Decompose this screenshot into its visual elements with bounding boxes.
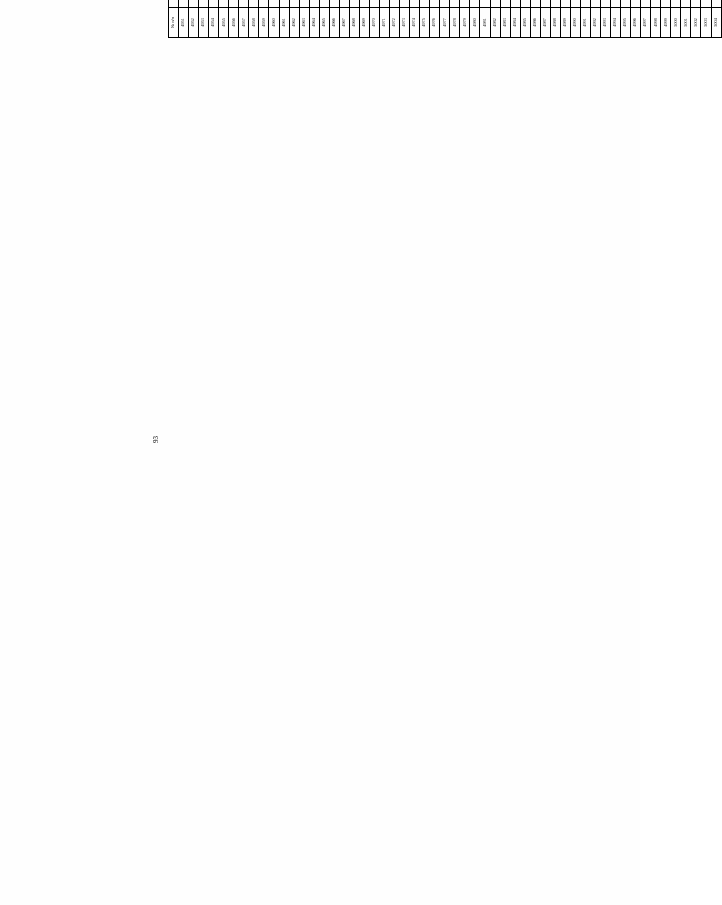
cell-region	[590, 0, 600, 8]
table-row	[550, 0, 560, 38]
cell-index: 4990	[570, 8, 580, 38]
table-row	[500, 0, 510, 38]
cell-index: 5002	[691, 8, 701, 38]
cell-region	[289, 0, 299, 8]
cell-index: 4993	[601, 8, 611, 38]
cell-index: 4977	[440, 8, 450, 38]
table-row	[480, 0, 490, 38]
cell-index: 4998	[651, 8, 661, 38]
cell-index: 5000	[671, 8, 681, 38]
cell-index: 4982	[490, 8, 500, 38]
col-index: № п/п	[169, 8, 179, 38]
cell-index: 4997	[641, 8, 651, 38]
table-row	[671, 0, 681, 38]
cell-region	[611, 0, 621, 8]
cell-index: 4984	[510, 8, 520, 38]
cell-region	[410, 0, 420, 8]
table-row	[349, 0, 359, 38]
cell-index: 4979	[460, 8, 470, 38]
cell-index: 4967	[339, 8, 349, 38]
cell-region	[711, 0, 721, 8]
table-row	[440, 0, 450, 38]
table-row	[580, 0, 590, 38]
cell-region	[249, 0, 259, 8]
cell-index: 4966	[329, 8, 339, 38]
cell-index: 5001	[681, 8, 691, 38]
cell-index: 4992	[590, 8, 600, 38]
cell-index: 4952	[189, 8, 199, 38]
table-row	[279, 0, 289, 38]
cell-region	[470, 0, 480, 8]
table-row	[269, 0, 279, 38]
cell-index: 4981	[480, 8, 490, 38]
cell-index: 4971	[379, 8, 389, 38]
table-row	[369, 0, 379, 38]
table-row	[359, 0, 369, 38]
table-row	[400, 0, 410, 38]
cell-region	[631, 0, 641, 8]
table-row	[631, 0, 641, 38]
cell-region	[379, 0, 389, 8]
cell-index: 4972	[390, 8, 400, 38]
cell-region	[259, 0, 269, 8]
table-row	[560, 0, 570, 38]
table-row	[390, 0, 400, 38]
table-row	[199, 0, 209, 38]
cell-region	[420, 0, 430, 8]
cell-index: 4986	[530, 8, 540, 38]
cell-region	[691, 0, 701, 8]
cell-region	[299, 0, 309, 8]
cell-index: 5003	[701, 8, 711, 38]
table-row	[179, 0, 189, 38]
cell-index: 4958	[249, 8, 259, 38]
cell-region	[359, 0, 369, 8]
cell-index: 4980	[470, 8, 480, 38]
cell-index: 4956	[229, 8, 239, 38]
table-row	[239, 0, 249, 38]
cell-region	[550, 0, 560, 8]
cell-index: 4959	[259, 8, 269, 38]
table-row	[410, 0, 420, 38]
table-row	[309, 0, 319, 38]
cell-index: 4951	[179, 8, 189, 38]
table-row	[681, 0, 691, 38]
table-row	[470, 0, 480, 38]
cell-region	[319, 0, 329, 8]
cell-region	[530, 0, 540, 8]
table-row	[299, 0, 309, 38]
table-row	[319, 0, 329, 38]
cell-region	[339, 0, 349, 8]
table-row	[711, 0, 721, 38]
table-row	[611, 0, 621, 38]
cell-region	[440, 0, 450, 8]
cell-region	[460, 0, 470, 8]
cell-index: 4957	[239, 8, 249, 38]
registry-table	[168, 0, 722, 38]
cell-index: 4960	[269, 8, 279, 38]
cell-region	[329, 0, 339, 8]
table-row	[259, 0, 269, 38]
cell-region	[601, 0, 611, 8]
cell-region	[400, 0, 410, 8]
table-row	[249, 0, 259, 38]
cell-region	[199, 0, 209, 8]
cell-index: 4968	[349, 8, 359, 38]
table-row	[430, 0, 440, 38]
table-row	[621, 0, 631, 38]
cell-region	[500, 0, 510, 8]
cell-region	[641, 0, 651, 8]
table-row	[219, 0, 229, 38]
cell-region	[651, 0, 661, 8]
table-row	[339, 0, 349, 38]
cell-region	[621, 0, 631, 8]
cell-region	[701, 0, 711, 8]
cell-region	[480, 0, 490, 8]
table-row	[601, 0, 611, 38]
cell-region	[179, 0, 189, 8]
cell-region	[369, 0, 379, 8]
cell-index: 4994	[611, 8, 621, 38]
table-row	[641, 0, 651, 38]
table-row	[420, 0, 430, 38]
table-row	[229, 0, 239, 38]
cell-region	[269, 0, 279, 8]
cell-index: 4983	[500, 8, 510, 38]
table-header-row	[169, 0, 179, 38]
cell-index: 4995	[621, 8, 631, 38]
table-row	[490, 0, 500, 38]
cell-region	[309, 0, 319, 8]
cell-region	[490, 0, 500, 8]
cell-region	[580, 0, 590, 8]
cell-index: 4989	[560, 8, 570, 38]
cell-region	[189, 0, 199, 8]
table-row	[209, 0, 219, 38]
cell-region	[681, 0, 691, 8]
table-row	[651, 0, 661, 38]
cell-index: 4954	[209, 8, 219, 38]
cell-index: 4991	[580, 8, 590, 38]
cell-index: 4978	[450, 8, 460, 38]
cell-index: 4996	[631, 8, 641, 38]
cell-region	[671, 0, 681, 8]
table-row	[379, 0, 389, 38]
cell-index: 4988	[550, 8, 560, 38]
cell-index: 4973	[400, 8, 410, 38]
table-row	[450, 0, 460, 38]
table-row	[510, 0, 520, 38]
table-row	[661, 0, 671, 38]
col-region	[169, 0, 179, 8]
table-row	[570, 0, 580, 38]
table-row	[691, 0, 701, 38]
cell-region	[219, 0, 229, 8]
cell-region	[450, 0, 460, 8]
cell-index: 5004	[711, 8, 721, 38]
table-row	[520, 0, 530, 38]
cell-region	[570, 0, 580, 8]
table-row	[540, 0, 550, 38]
cell-region	[239, 0, 249, 8]
cell-region	[279, 0, 289, 8]
cell-index: 4965	[319, 8, 329, 38]
cell-region	[510, 0, 520, 8]
table-row	[590, 0, 600, 38]
cell-index: 4975	[420, 8, 430, 38]
table-row	[329, 0, 339, 38]
table-row	[189, 0, 199, 38]
cell-region	[349, 0, 359, 8]
cell-index: 4953	[199, 8, 209, 38]
cell-region	[661, 0, 671, 8]
cell-index: 4962	[289, 8, 299, 38]
table-row	[530, 0, 540, 38]
table-row	[289, 0, 299, 38]
table-row	[460, 0, 470, 38]
cell-region	[430, 0, 440, 8]
rotated-table-container	[168, 0, 718, 38]
table-row	[701, 0, 711, 38]
cell-region	[229, 0, 239, 8]
table-body	[179, 0, 722, 38]
page-number: 93	[152, 436, 160, 443]
cell-region	[520, 0, 530, 8]
cell-index: 4999	[661, 8, 671, 38]
cell-index: 4969	[359, 8, 369, 38]
cell-index: 4955	[219, 8, 229, 38]
cell-index: 4976	[430, 8, 440, 38]
cell-index: 4963	[299, 8, 309, 38]
cell-region	[390, 0, 400, 8]
cell-region	[560, 0, 570, 8]
cell-index: 4985	[520, 8, 530, 38]
cell-index: 4987	[540, 8, 550, 38]
cell-index: 4974	[410, 8, 420, 38]
cell-region	[209, 0, 219, 8]
cell-region	[540, 0, 550, 8]
cell-index: 4970	[369, 8, 379, 38]
cell-index: 4964	[309, 8, 319, 38]
cell-index: 4961	[279, 8, 289, 38]
